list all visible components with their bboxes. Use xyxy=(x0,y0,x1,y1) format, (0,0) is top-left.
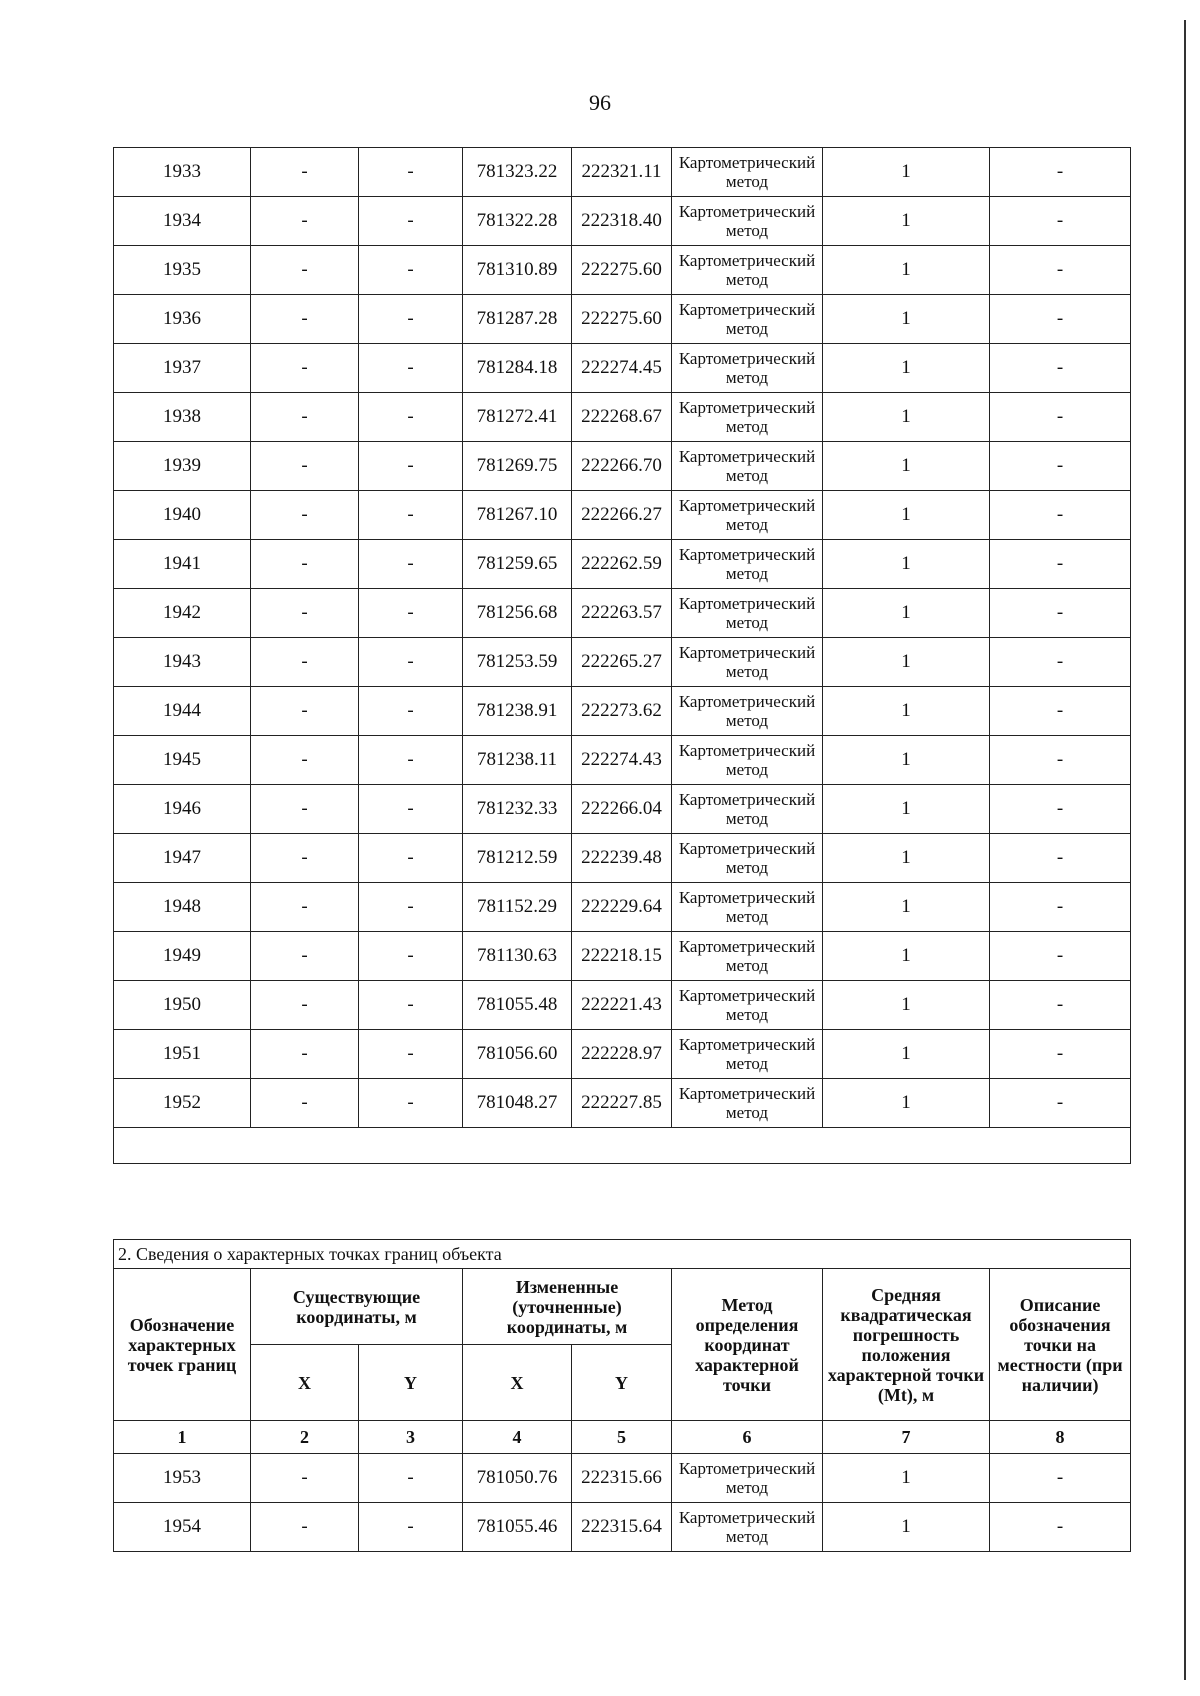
changed-y-cell: 222268.67 xyxy=(572,393,672,442)
point-designation-cell: 1950 xyxy=(114,981,251,1030)
changed-y-cell: 222273.62 xyxy=(572,687,672,736)
changed-y-cell: 222262.59 xyxy=(572,540,672,589)
method-cell: Картометрический метод xyxy=(672,1503,823,1552)
method-cell: Картометрический метод xyxy=(672,883,823,932)
accuracy-cell: 1 xyxy=(823,148,990,197)
point-designation-cell: 1934 xyxy=(114,197,251,246)
point-designation-cell: 1938 xyxy=(114,393,251,442)
existing-y-cell: - xyxy=(359,1503,463,1552)
accuracy-cell: 1 xyxy=(823,638,990,687)
point-designation-cell: 1945 xyxy=(114,736,251,785)
changed-x-cell: 781055.46 xyxy=(463,1503,572,1552)
existing-y-cell: - xyxy=(359,834,463,883)
changed-y-cell: 222263.57 xyxy=(572,589,672,638)
changed-y-cell: 222275.60 xyxy=(572,246,672,295)
changed-x-cell: 781287.28 xyxy=(463,295,572,344)
point-designation-cell: 1937 xyxy=(114,344,251,393)
method-cell: Картометрический метод xyxy=(672,932,823,981)
description-cell: - xyxy=(990,148,1131,197)
changed-x-cell: 781055.48 xyxy=(463,981,572,1030)
column-number: 2 xyxy=(251,1421,359,1454)
header-changed-x: X xyxy=(463,1345,572,1421)
changed-x-cell: 781310.89 xyxy=(463,246,572,295)
changed-x-cell: 781322.28 xyxy=(463,197,572,246)
scan-edge-line xyxy=(1184,20,1186,1680)
existing-x-cell: - xyxy=(251,736,359,785)
point-designation-cell: 1952 xyxy=(114,1079,251,1128)
existing-x-cell: - xyxy=(251,442,359,491)
table-row xyxy=(114,393,1131,442)
method-cell: Картометрический метод xyxy=(672,295,823,344)
table-row xyxy=(114,1454,1131,1503)
point-designation-cell: 1946 xyxy=(114,785,251,834)
changed-y-cell: 222239.48 xyxy=(572,834,672,883)
column-number: 3 xyxy=(359,1421,463,1454)
changed-x-cell: 781130.63 xyxy=(463,932,572,981)
accuracy-cell: 1 xyxy=(823,687,990,736)
existing-y-cell: - xyxy=(359,295,463,344)
method-cell: Картометрический метод xyxy=(672,442,823,491)
changed-y-cell: 222315.64 xyxy=(572,1503,672,1552)
column-number: 1 xyxy=(114,1421,251,1454)
table-row xyxy=(114,197,1131,246)
table-caption: 2. Сведения о характерных точках границ объекта xyxy=(114,1240,1131,1269)
point-designation-cell: 1936 xyxy=(114,295,251,344)
accuracy-cell: 1 xyxy=(823,246,990,295)
header-existing-coordinates: Существующие координаты, м xyxy=(251,1269,463,1345)
changed-x-cell: 781056.60 xyxy=(463,1030,572,1079)
changed-y-cell: 222266.04 xyxy=(572,785,672,834)
description-cell: - xyxy=(990,393,1131,442)
changed-y-cell: 222221.43 xyxy=(572,981,672,1030)
header-description: Описание обозначения точки на местности (при наличии) xyxy=(990,1269,1131,1421)
table-row xyxy=(114,883,1131,932)
changed-x-cell: 781323.22 xyxy=(463,148,572,197)
existing-y-cell: - xyxy=(359,736,463,785)
description-cell: - xyxy=(990,1079,1131,1128)
table-row xyxy=(114,1079,1131,1128)
header-changed-y: Y xyxy=(572,1345,672,1421)
description-cell: - xyxy=(990,295,1131,344)
accuracy-cell: 1 xyxy=(823,785,990,834)
description-cell: - xyxy=(990,834,1131,883)
existing-y-cell: - xyxy=(359,1454,463,1503)
changed-x-cell: 781238.11 xyxy=(463,736,572,785)
table-row xyxy=(114,344,1131,393)
changed-y-cell: 222315.66 xyxy=(572,1454,672,1503)
changed-x-cell: 781152.29 xyxy=(463,883,572,932)
description-cell: - xyxy=(990,736,1131,785)
method-cell: Картометрический метод xyxy=(672,687,823,736)
accuracy-cell: 1 xyxy=(823,491,990,540)
point-designation-cell: 1951 xyxy=(114,1030,251,1079)
description-cell: - xyxy=(990,344,1131,393)
existing-y-cell: - xyxy=(359,393,463,442)
method-cell: Картометрический метод xyxy=(672,736,823,785)
existing-x-cell: - xyxy=(251,834,359,883)
existing-x-cell: - xyxy=(251,638,359,687)
method-cell: Картометрический метод xyxy=(672,148,823,197)
existing-y-cell: - xyxy=(359,687,463,736)
accuracy-cell: 1 xyxy=(823,589,990,638)
existing-y-cell: - xyxy=(359,981,463,1030)
existing-x-cell: - xyxy=(251,981,359,1030)
method-cell: Картометрический метод xyxy=(672,589,823,638)
header-point-designation: Обозначение характерных точек границ xyxy=(114,1269,251,1421)
boundary-points-table xyxy=(113,1239,1131,1552)
changed-y-cell: 222274.45 xyxy=(572,344,672,393)
changed-x-cell: 781050.76 xyxy=(463,1454,572,1503)
method-cell: Картометрический метод xyxy=(672,1079,823,1128)
changed-y-cell: 222227.85 xyxy=(572,1079,672,1128)
point-designation-cell: 1939 xyxy=(114,442,251,491)
point-designation-cell: 1947 xyxy=(114,834,251,883)
header-changed-coordinates: Измененные (уточненные) координаты, м xyxy=(463,1269,672,1345)
existing-x-cell: - xyxy=(251,393,359,442)
table-row xyxy=(114,981,1131,1030)
changed-x-cell: 781259.65 xyxy=(463,540,572,589)
method-cell: Картометрический метод xyxy=(672,393,823,442)
changed-y-cell: 222265.27 xyxy=(572,638,672,687)
table-row xyxy=(114,834,1131,883)
point-designation-cell: 1954 xyxy=(114,1503,251,1552)
existing-x-cell: - xyxy=(251,246,359,295)
existing-y-cell: - xyxy=(359,344,463,393)
existing-x-cell: - xyxy=(251,785,359,834)
point-designation-cell: 1949 xyxy=(114,932,251,981)
method-cell: Картометрический метод xyxy=(672,491,823,540)
description-cell: - xyxy=(990,981,1131,1030)
description-cell: - xyxy=(990,932,1131,981)
accuracy-cell: 1 xyxy=(823,736,990,785)
description-cell: - xyxy=(990,540,1131,589)
accuracy-cell: 1 xyxy=(823,883,990,932)
method-cell: Картометрический метод xyxy=(672,981,823,1030)
existing-x-cell: - xyxy=(251,491,359,540)
changed-y-cell: 222218.15 xyxy=(572,932,672,981)
existing-y-cell: - xyxy=(359,540,463,589)
changed-x-cell: 781256.68 xyxy=(463,589,572,638)
method-cell: Картометрический метод xyxy=(672,246,823,295)
header-method: Метод определения координат характерной точки xyxy=(672,1269,823,1421)
point-designation-cell: 1943 xyxy=(114,638,251,687)
column-number: 5 xyxy=(572,1421,672,1454)
empty-row xyxy=(114,1128,1131,1164)
existing-x-cell: - xyxy=(251,540,359,589)
table-row xyxy=(114,736,1131,785)
table-row xyxy=(114,1503,1131,1552)
table-row xyxy=(114,246,1131,295)
column-number: 4 xyxy=(463,1421,572,1454)
changed-x-cell: 781232.33 xyxy=(463,785,572,834)
existing-x-cell: - xyxy=(251,148,359,197)
existing-x-cell: - xyxy=(251,687,359,736)
changed-y-cell: 222274.43 xyxy=(572,736,672,785)
point-designation-cell: 1935 xyxy=(114,246,251,295)
method-cell: Картометрический метод xyxy=(672,638,823,687)
existing-x-cell: - xyxy=(251,295,359,344)
changed-y-cell: 222321.11 xyxy=(572,148,672,197)
existing-x-cell: - xyxy=(251,1079,359,1128)
accuracy-cell: 1 xyxy=(823,197,990,246)
existing-y-cell: - xyxy=(359,883,463,932)
changed-y-cell: 222229.64 xyxy=(572,883,672,932)
description-cell: - xyxy=(990,785,1131,834)
empty-cell xyxy=(114,1128,1131,1164)
column-number: 6 xyxy=(672,1421,823,1454)
existing-y-cell: - xyxy=(359,197,463,246)
existing-y-cell: - xyxy=(359,932,463,981)
existing-y-cell: - xyxy=(359,1030,463,1079)
existing-y-cell: - xyxy=(359,1079,463,1128)
existing-y-cell: - xyxy=(359,442,463,491)
changed-x-cell: 781212.59 xyxy=(463,834,572,883)
accuracy-cell: 1 xyxy=(823,393,990,442)
existing-x-cell: - xyxy=(251,344,359,393)
method-cell: Картометрический метод xyxy=(672,344,823,393)
table-row xyxy=(114,785,1131,834)
table-row xyxy=(114,295,1131,344)
changed-y-cell: 222266.27 xyxy=(572,491,672,540)
method-cell: Картометрический метод xyxy=(672,1454,823,1503)
changed-x-cell: 781269.75 xyxy=(463,442,572,491)
table-row xyxy=(114,687,1131,736)
table-row xyxy=(114,589,1131,638)
table-row xyxy=(114,148,1131,197)
table-row xyxy=(114,1030,1131,1079)
existing-x-cell: - xyxy=(251,883,359,932)
description-cell: - xyxy=(990,1030,1131,1079)
changed-y-cell: 222228.97 xyxy=(572,1030,672,1079)
method-cell: Картометрический метод xyxy=(672,197,823,246)
point-designation-cell: 1942 xyxy=(114,589,251,638)
description-cell: - xyxy=(990,1454,1131,1503)
existing-x-cell: - xyxy=(251,1454,359,1503)
accuracy-cell: 1 xyxy=(823,1030,990,1079)
accuracy-cell: 1 xyxy=(823,834,990,883)
existing-y-cell: - xyxy=(359,246,463,295)
description-cell: - xyxy=(990,491,1131,540)
changed-y-cell: 222275.60 xyxy=(572,295,672,344)
existing-x-cell: - xyxy=(251,1503,359,1552)
existing-x-cell: - xyxy=(251,1030,359,1079)
table-row xyxy=(114,540,1131,589)
description-cell: - xyxy=(990,638,1131,687)
existing-y-cell: - xyxy=(359,638,463,687)
existing-y-cell: - xyxy=(359,785,463,834)
changed-x-cell: 781267.10 xyxy=(463,491,572,540)
point-designation-cell: 1933 xyxy=(114,148,251,197)
changed-x-cell: 781238.91 xyxy=(463,687,572,736)
accuracy-cell: 1 xyxy=(823,295,990,344)
existing-y-cell: - xyxy=(359,491,463,540)
table-row xyxy=(114,638,1131,687)
table-row xyxy=(114,932,1131,981)
description-cell: - xyxy=(990,442,1131,491)
table-row xyxy=(114,442,1131,491)
accuracy-cell: 1 xyxy=(823,540,990,589)
description-cell: - xyxy=(990,246,1131,295)
method-cell: Картометрический метод xyxy=(672,785,823,834)
method-cell: Картометрический метод xyxy=(672,834,823,883)
changed-y-cell: 222318.40 xyxy=(572,197,672,246)
column-number: 8 xyxy=(990,1421,1131,1454)
accuracy-cell: 1 xyxy=(823,1503,990,1552)
accuracy-cell: 1 xyxy=(823,981,990,1030)
description-cell: - xyxy=(990,883,1131,932)
accuracy-cell: 1 xyxy=(823,1079,990,1128)
point-designation-cell: 1953 xyxy=(114,1454,251,1503)
point-designation-cell: 1944 xyxy=(114,687,251,736)
description-cell: - xyxy=(990,1503,1131,1552)
existing-x-cell: - xyxy=(251,589,359,638)
accuracy-cell: 1 xyxy=(823,344,990,393)
method-cell: Картометрический метод xyxy=(672,540,823,589)
existing-y-cell: - xyxy=(359,148,463,197)
accuracy-cell: 1 xyxy=(823,442,990,491)
point-designation-cell: 1940 xyxy=(114,491,251,540)
existing-x-cell: - xyxy=(251,932,359,981)
changed-x-cell: 781253.59 xyxy=(463,638,572,687)
description-cell: - xyxy=(990,589,1131,638)
existing-x-cell: - xyxy=(251,197,359,246)
header-existing-x: X xyxy=(251,1345,359,1421)
point-designation-cell: 1948 xyxy=(114,883,251,932)
changed-x-cell: 781048.27 xyxy=(463,1079,572,1128)
changed-y-cell: 222266.70 xyxy=(572,442,672,491)
header-existing-y: Y xyxy=(359,1345,463,1421)
coordinates-table-continued xyxy=(113,147,1131,1164)
header-accuracy: Средняя квадратическая погрешность положения характерной точки (Mt), м xyxy=(823,1269,990,1421)
point-designation-cell: 1941 xyxy=(114,540,251,589)
accuracy-cell: 1 xyxy=(823,932,990,981)
changed-x-cell: 781284.18 xyxy=(463,344,572,393)
description-cell: - xyxy=(990,197,1131,246)
table-row xyxy=(114,491,1131,540)
column-number: 7 xyxy=(823,1421,990,1454)
accuracy-cell: 1 xyxy=(823,1454,990,1503)
description-cell: - xyxy=(990,687,1131,736)
method-cell: Картометрический метод xyxy=(672,1030,823,1079)
page-number: 96 xyxy=(589,90,611,115)
existing-y-cell: - xyxy=(359,589,463,638)
changed-x-cell: 781272.41 xyxy=(463,393,572,442)
